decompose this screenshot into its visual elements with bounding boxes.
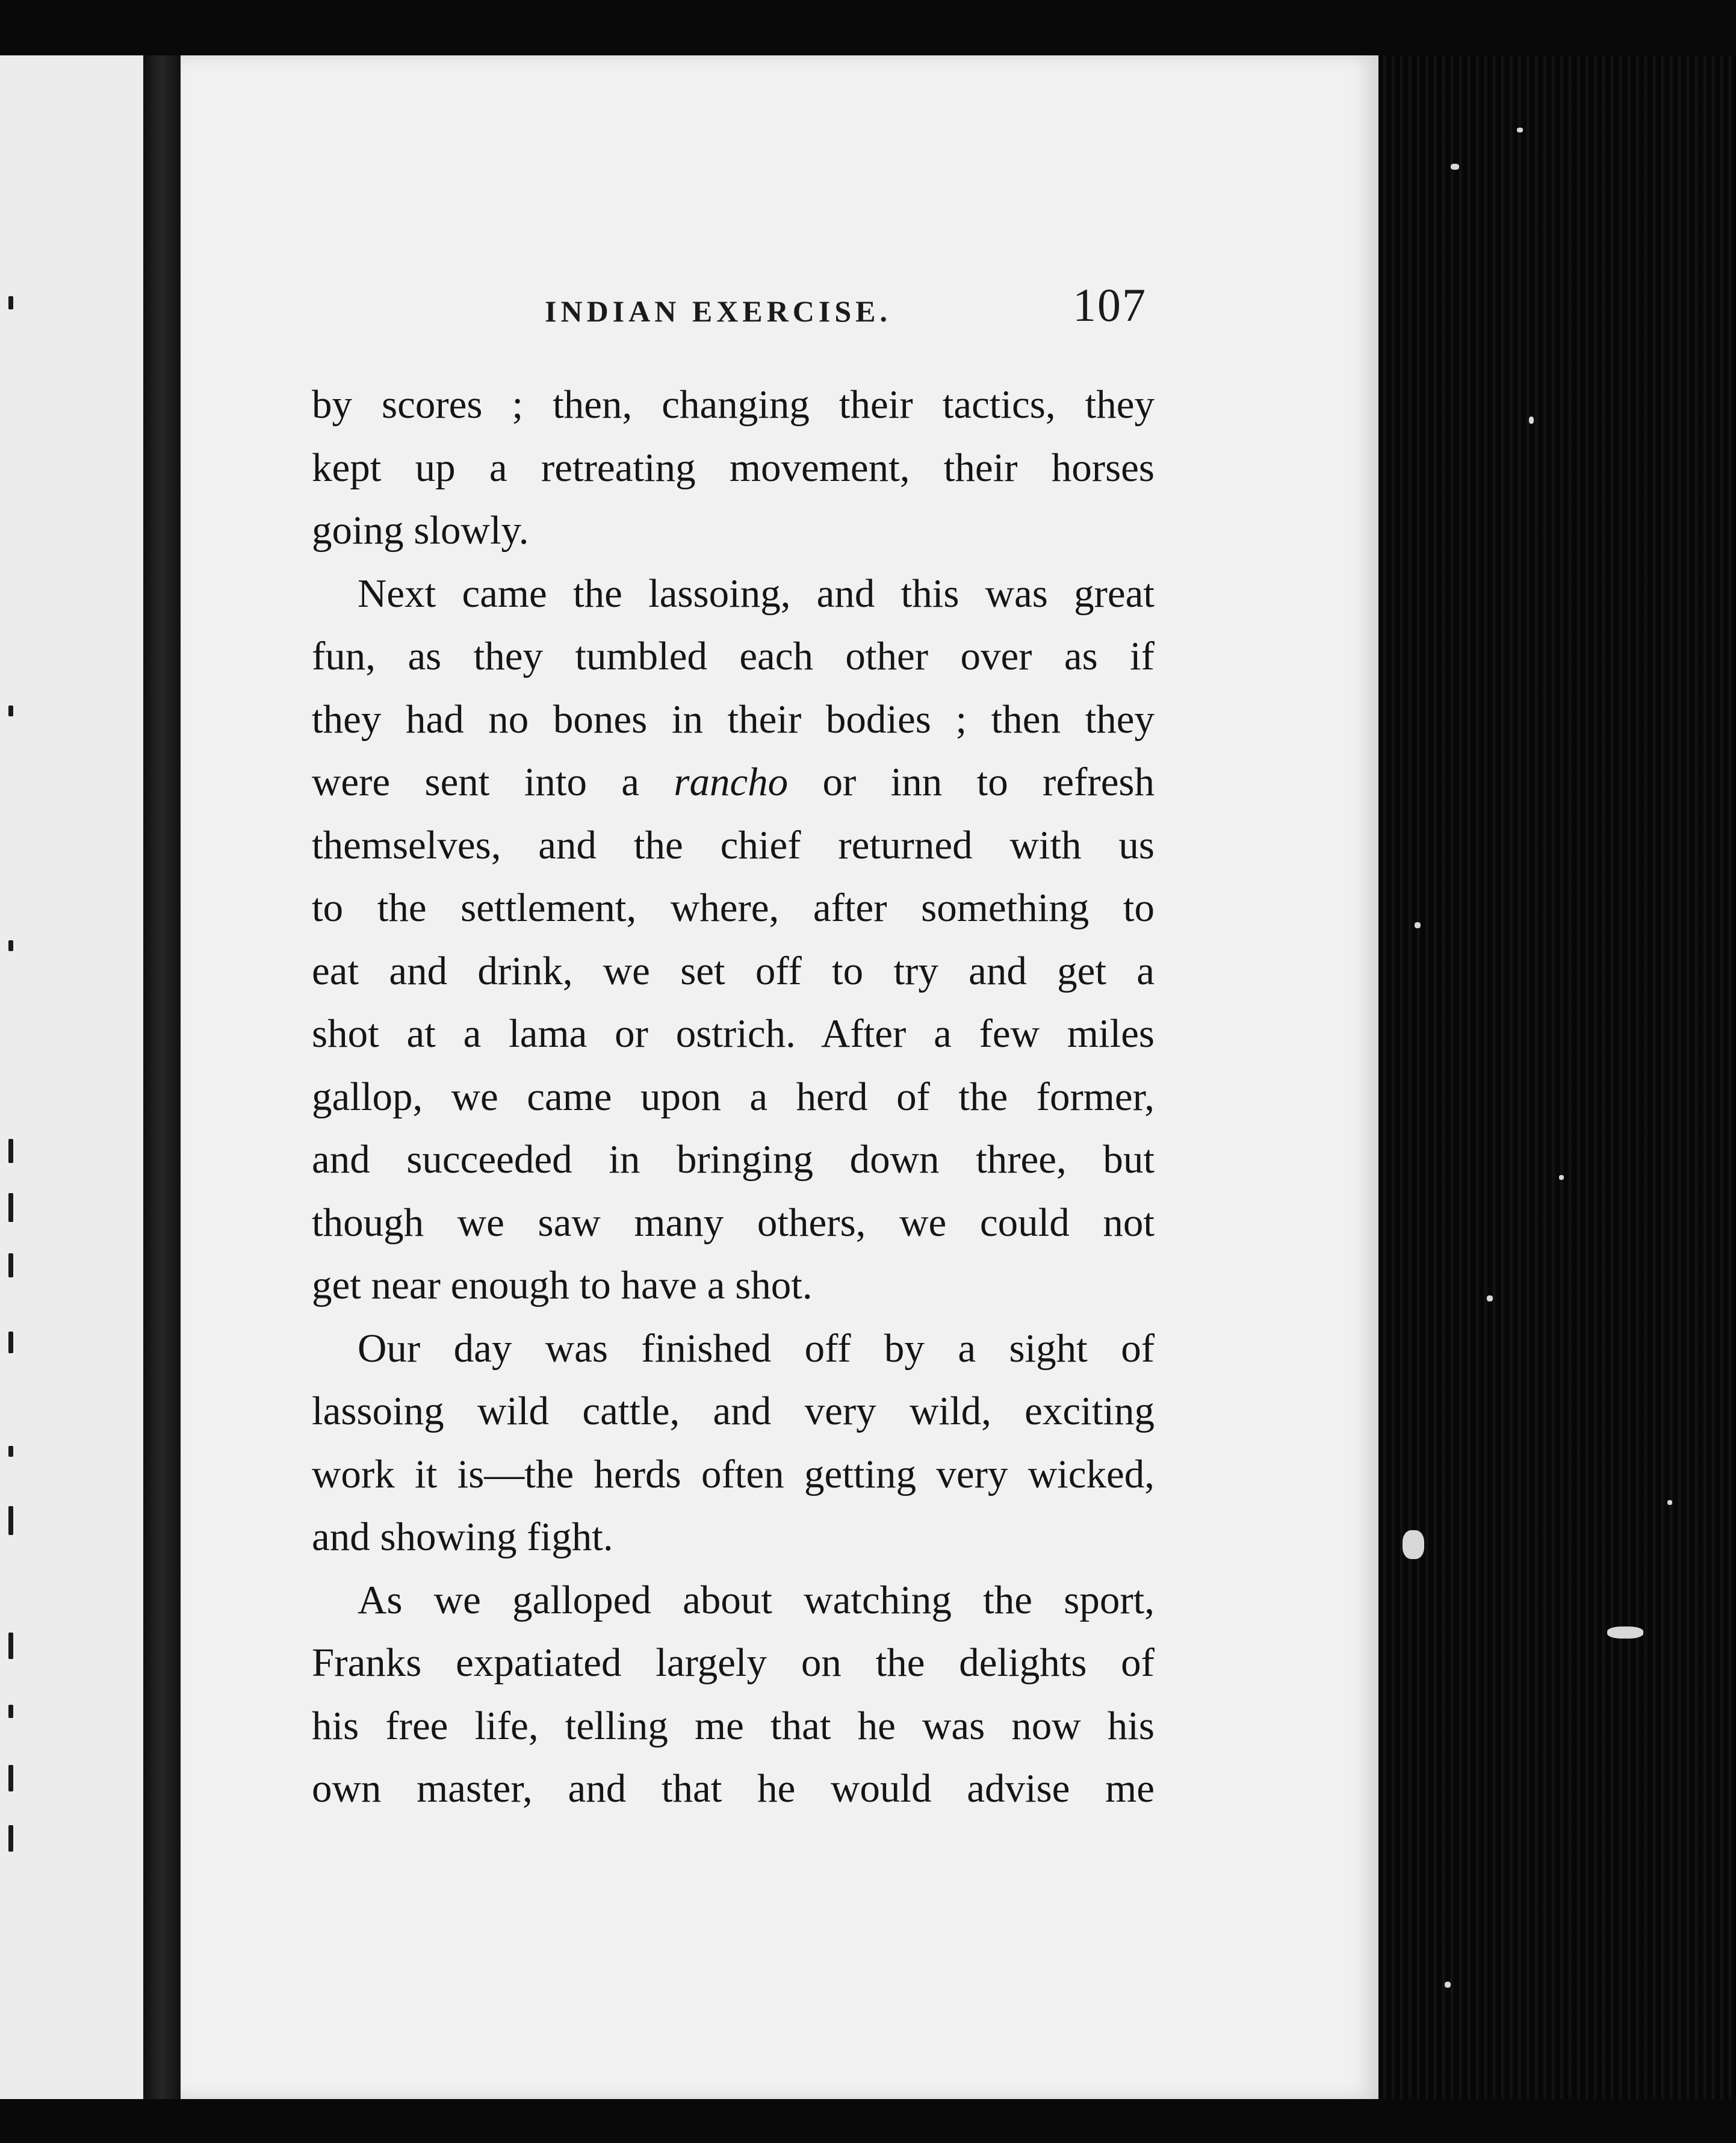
text-line: to the settlement, where, after something to — [312, 885, 1155, 930]
text-fragment-mark — [8, 1705, 13, 1718]
text-line: themselves, and the chief returned with us — [312, 822, 1155, 867]
text-fragment-mark — [8, 1446, 13, 1457]
text-line: Franks expatiated largely on the delights of — [312, 1640, 1155, 1685]
text-line: Our day was finished off by a sight of — [358, 1326, 1155, 1371]
italic-word: rancho — [674, 760, 789, 804]
scan-speck — [1529, 417, 1534, 424]
text-line: lassoing wild cattle, and very wild, exciting — [312, 1389, 1155, 1433]
text-line: gallop, we came upon a herd of the former, — [312, 1074, 1155, 1119]
scan-top-border — [0, 0, 1736, 55]
scan-speck — [1451, 164, 1459, 170]
text-line: they had no bones in their bodies ; then they — [312, 696, 1155, 742]
text-segment: were sent into a — [312, 760, 640, 804]
text-fragment-mark — [8, 1506, 13, 1535]
text-line: own master, and that he would advise me — [312, 1766, 1155, 1811]
text-fragment-mark — [8, 1765, 13, 1791]
text-line: eat and drink, we set off to try and get a — [312, 948, 1155, 993]
body-text — [312, 373, 1155, 1820]
text-fragment-mark — [8, 1193, 13, 1222]
scan-speck — [1487, 1295, 1493, 1301]
text-fragment-mark — [8, 706, 13, 716]
text-segment: or inn to refresh — [822, 760, 1155, 804]
facing-page-fragment — [0, 55, 144, 2099]
text-fragment-mark — [8, 1332, 13, 1353]
scan-speck — [1559, 1175, 1564, 1180]
text-line: work it is—the herds often getting very wicked, — [312, 1451, 1155, 1496]
scan-speck — [1415, 922, 1421, 928]
scan-speck — [1403, 1530, 1424, 1559]
text-line: get near enough to have a shot. — [312, 1263, 813, 1307]
scan-speck — [1667, 1500, 1672, 1505]
text-line: his free life, telling me that he was now his — [312, 1703, 1155, 1748]
text-line: going slowly. — [312, 508, 529, 553]
book-gutter — [143, 55, 181, 2099]
page-number: 107 — [1073, 279, 1147, 331]
running-head: INDIAN EXERCISE. — [545, 294, 891, 328]
text-line: and succeeded in bringing down three, but — [312, 1137, 1155, 1182]
text-fragment-mark — [8, 1633, 13, 1659]
text-line: though we saw many others, we could not — [312, 1200, 1155, 1245]
text-line: kept up a retreating movement, their horses — [312, 445, 1155, 490]
text-line: and showing fight. — [312, 1515, 613, 1559]
text-line: shot at a lama or ostrich. After a few miles — [312, 1011, 1155, 1056]
scan-speck — [1445, 1982, 1451, 1988]
text-fragment-mark — [8, 296, 13, 309]
text-line: As we galloped about watching the sport, — [358, 1577, 1155, 1622]
scan-speck — [1607, 1627, 1643, 1639]
scan-bottom-border — [0, 2099, 1736, 2143]
book-binding-edge — [1378, 55, 1736, 2099]
text-fragment-mark — [8, 1253, 13, 1277]
text-fragment-mark — [8, 940, 13, 951]
text-fragment-mark — [8, 1139, 13, 1163]
text-line: fun, as they tumbled each other over as if — [312, 634, 1155, 678]
scan-speck — [1517, 128, 1523, 132]
text-line: by scores ; then, changing their tactics, they — [312, 382, 1155, 427]
text-line — [312, 751, 1155, 814]
text-fragment-mark — [8, 1825, 13, 1852]
text-line: Next came the lassoing, and this was great — [358, 571, 1155, 616]
